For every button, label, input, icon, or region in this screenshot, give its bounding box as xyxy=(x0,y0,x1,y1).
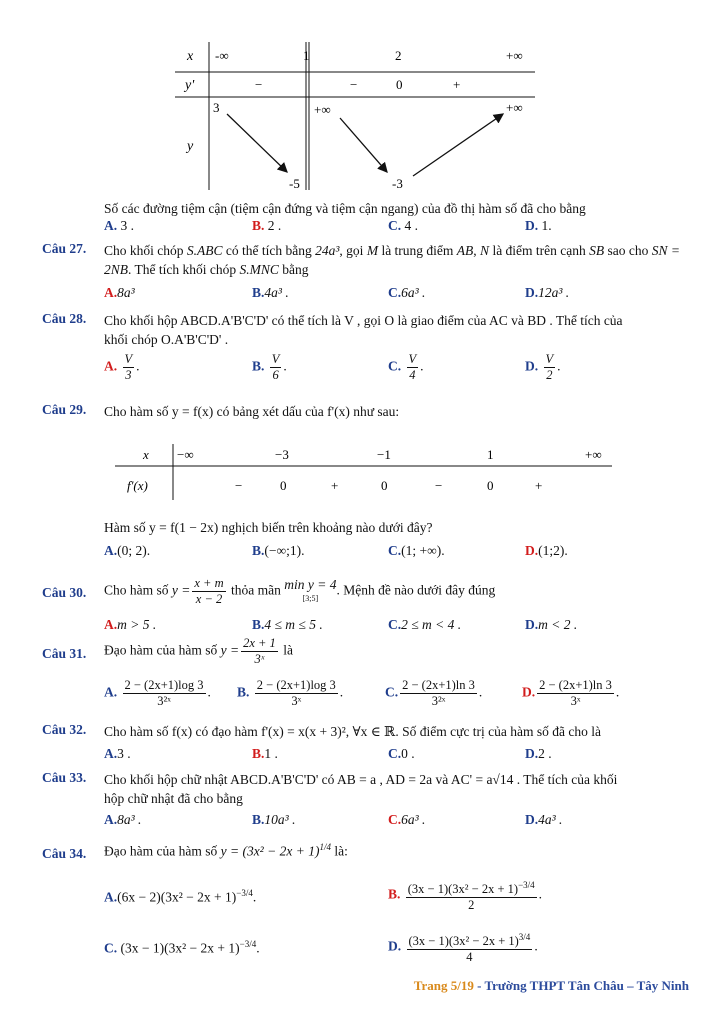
q32-option-b[interactable]: B.1 . xyxy=(252,746,278,761)
st-sign: 0 xyxy=(280,478,287,493)
vt-arrow-down xyxy=(227,114,287,172)
q28-option-b[interactable]: B. $\frac{V}{6}$ . xyxy=(252,352,287,382)
q32-option-c[interactable]: C.0 . xyxy=(388,746,415,761)
st-x-val: +∞ xyxy=(585,447,602,462)
q27-option-c[interactable]: C.6a³ . xyxy=(388,285,426,300)
q33-option-d[interactable]: D.4a³ . xyxy=(525,812,563,827)
vt-yp-sign: − xyxy=(255,77,263,92)
q32-text: Cho hàm số f(x) có đạo hàm f'(x) = x(x + 3)², ∀x ∈ ℝ. Số điểm cực trị của hàm số đã cho là xyxy=(104,724,602,739)
vt-x-val: +∞ xyxy=(506,48,523,63)
q29-option-d[interactable]: D.(1;2). xyxy=(525,543,568,558)
q34-label: Câu 34. xyxy=(42,846,87,861)
vt-yp-label: y' xyxy=(185,78,195,93)
st-x-label: x xyxy=(143,447,149,462)
st-sign: + xyxy=(331,478,339,493)
vt-yp-sign: + xyxy=(453,77,461,92)
vt-y-val: -5 xyxy=(289,176,300,191)
q26-option-a[interactable]: A. 3 . xyxy=(104,218,134,233)
q33-label: Câu 33. xyxy=(42,770,87,785)
vt-arrow-up xyxy=(413,114,503,176)
q30-text: Cho hàm số y = $\frac{x + m}{x - 2}$ thỏa mãn min y = 4 [3;5]. Mệnh đề nào dưới đây đúng xyxy=(104,576,496,606)
q33-option-c[interactable]: C.6a³ . xyxy=(388,812,426,827)
vt-yp-sign: 0 xyxy=(396,77,403,92)
st-sign: + xyxy=(535,478,543,493)
sign-table xyxy=(115,442,615,504)
q31-option-c[interactable]: C. $\frac{2 - (2x+1)\ln 3}{\text{3²ˣ}}$ . xyxy=(385,678,483,708)
q26-text: Số các đường tiệm cận (tiệm cận đứng và tiệm cận ngang) của đồ thị hàm số đã cho bằng xyxy=(104,201,586,216)
q31-option-a[interactable]: A. $\frac{2 - (2x+1)\log 3}{\text{3²ˣ}}$ . xyxy=(104,678,211,708)
q34-option-a[interactable]: $A.(6x - 2)(3x^2 - 2x + 1)^{-3/4}$. xyxy=(104,888,257,905)
q26-option-d[interactable]: D. 1. xyxy=(525,218,552,233)
st-x-val: −3 xyxy=(275,447,289,462)
st-sign: 0 xyxy=(381,478,388,493)
q28-text: Cho khối hộp ABCD.A'B'C'D' có thể tích là V , gọi O là giao điểm của AC và BD . Thể tích của khối chóp O.A'B'C'D' . xyxy=(104,313,623,347)
q32-option-a[interactable]: A.3 . xyxy=(104,746,131,761)
q34-option-b[interactable]: B. $\frac{(3x - 1)(3x^2 - 2x + 1)^{-3/4}}{2}$ . xyxy=(388,880,543,913)
vt-y-val: 3 xyxy=(213,100,220,115)
q33-text: Cho khối hộp chữ nhật ABCD.A'B'C'D' có AB = a , AD = 2a và AC' = a√14 . Thể tích của khối hộp chữ nhật đã cho bằng xyxy=(104,772,618,806)
q27-text: Cho khối chóp S.ABC có thể tích bằng 24a³, gọi M là trung điểm AB, N là điểm trên cạnh SB sao cho SN = 2NB. Thể tích khối chóp S.MNC bằng xyxy=(104,243,681,277)
vt-yp-sign: − xyxy=(350,77,358,92)
q31-option-b[interactable]: B. $\frac{2 - (2x+1)\log 3}{\text{3ˣ}}$ . xyxy=(237,678,344,708)
st-x-val: −∞ xyxy=(177,447,194,462)
q30-option-b[interactable]: B.4 ≤ m ≤ 5 . xyxy=(252,617,323,632)
vt-y-val: +∞ xyxy=(506,100,523,115)
q31-option-d[interactable]: D. $\frac{2 - (2x+1)\ln 3}{\text{3ˣ}}$ . xyxy=(522,678,620,708)
q29-text: Cho hàm số y = f(x) có bảng xét dấu của f'(x) như sau: xyxy=(104,404,400,419)
st-sign: − xyxy=(235,478,243,493)
vt-x-val: 2 xyxy=(395,48,402,63)
q29-option-b[interactable]: B.(−∞;1). xyxy=(252,543,305,558)
q34-option-c[interactable]: C. $(3x - 1)(3x^2 - 2x + 1)^{-3/4}$. xyxy=(104,939,260,956)
q29-question: Hàm số y = f(1 − 2x) nghịch biến trên khoảng nào dưới đây? xyxy=(104,520,433,535)
vt-y-label: y xyxy=(187,139,194,154)
q28-option-a[interactable]: A. $\frac{V}{3}$ . xyxy=(104,352,140,382)
q28-label: Câu 28. xyxy=(42,311,87,326)
q31-label: Câu 31. xyxy=(42,646,87,661)
q32-option-d[interactable]: D.2 . xyxy=(525,746,552,761)
vt-arrow-down xyxy=(340,118,387,172)
q30-option-a[interactable]: A.m > 5 . xyxy=(104,617,157,632)
vt-x-label: x xyxy=(187,49,194,64)
variation-table xyxy=(175,42,540,194)
q30-label: Câu 30. xyxy=(42,585,87,600)
q27-option-a[interactable]: A.8a³ xyxy=(104,285,135,300)
st-x-val: −1 xyxy=(377,447,391,462)
q29-option-c[interactable]: C.(1; +∞). xyxy=(388,543,445,558)
q34-option-d[interactable]: D. $\frac{(3x - 1)(3x^2 - 2x + 1)^{3/4}}{4}$ . xyxy=(388,932,538,965)
q30-option-c[interactable]: C.2 ≤ m < 4 . xyxy=(388,617,462,632)
vt-y-val: +∞ xyxy=(314,102,331,117)
vt-x-val: 1 xyxy=(303,48,310,63)
st-x-val: 1 xyxy=(487,447,494,462)
q32-label: Câu 32. xyxy=(42,722,87,737)
st-sign: − xyxy=(435,478,443,493)
page-footer: Trang 5/19 - Trường THPT Tân Châu – Tây Ninh xyxy=(413,978,689,993)
q27-option-b[interactable]: B.4a³ . xyxy=(252,285,289,300)
st-fp-label: f'(x) xyxy=(127,478,148,493)
q29-option-a[interactable]: A.(0; 2). xyxy=(104,543,151,558)
vt-x-val: -∞ xyxy=(215,48,229,63)
q31-text: Đạo hàm của hàm số y = $\frac{2x + 1}{\text{3ˣ}}$ là xyxy=(104,636,293,666)
q28-option-c[interactable]: C. $\frac{V}{4}$ . xyxy=(388,352,424,382)
q33-option-b[interactable]: B.10a³ . xyxy=(252,812,296,827)
q34-text: Đạo hàm của hàm số $y = (3x^2 - 2x + 1)^{1/4}$ là: xyxy=(104,842,348,859)
q28-option-d[interactable]: D. $\frac{V}{2}$ . xyxy=(525,352,561,382)
q30-option-d[interactable]: D.m < 2 . xyxy=(525,617,578,632)
q27-label: Câu 27. xyxy=(42,241,87,256)
q29-label: Câu 29. xyxy=(42,402,87,417)
vt-y-val: -3 xyxy=(392,176,403,191)
q27-option-d[interactable]: D.12a³ . xyxy=(525,285,570,300)
st-sign: 0 xyxy=(487,478,494,493)
q33-option-a[interactable]: A.8a³ . xyxy=(104,812,142,827)
q26-option-c[interactable]: C. 4 . xyxy=(388,218,418,233)
q26-option-b[interactable]: B. 2 . xyxy=(252,218,282,233)
